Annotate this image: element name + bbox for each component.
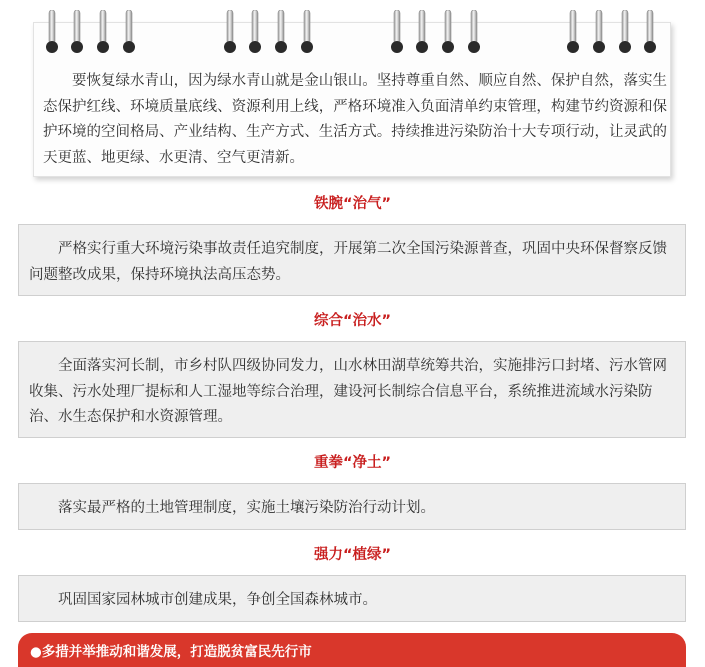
binder-ring-icon (415, 10, 429, 54)
binder-ring-icon (122, 10, 136, 54)
section-body-air: 严格实行重大环境污染事故责任追究制度，开展第二次全国污染源普查，巩固中央环保督察反馈问题整改成果，保持环境执法高压态势。 (29, 241, 667, 283)
binder-ring-icon (45, 10, 59, 54)
section-box-air (18, 224, 686, 296)
binder-ring-icon (70, 10, 84, 54)
section-body-soil: 落实最严格的土地管理制度，实施土壤污染防治行动计划。 (58, 500, 435, 516)
section-box-soil (18, 483, 686, 530)
section-box-green (18, 575, 686, 622)
section-heading-water: 综合“治水” (313, 313, 392, 329)
section-heading-air: 铁腕“治气” (313, 196, 392, 212)
binder-ring-icon (274, 10, 288, 54)
section-heading-green: 强力“植绿” (313, 547, 392, 563)
binder-ring-icon (441, 10, 455, 54)
binder-ring-icon (300, 10, 314, 54)
section-body-green: 巩固国家园林城市创建成果，争创全国森林城市。 (58, 592, 377, 608)
binder-ring-icon (566, 10, 580, 54)
binder-ring-icon (223, 10, 237, 54)
banner-title: ●多措并举推动和谐发展，打造脱贫富民先行市 (30, 644, 312, 660)
section-box-water (18, 341, 686, 438)
binder-ring-icon (643, 10, 657, 54)
binder-ring-icon (618, 10, 632, 54)
binder-ring-icon (248, 10, 262, 54)
section-body-water: 全面落实河长制，市乡村队四级协同发力，山水林田湖草统筹共治，实施排污口封堵、污水管网收集、污水处理厂提标和人工湿地等综合治理，建设河长制综合信息平台，系统推进流域水污染防治、水生态保护和水资源管理。 (29, 358, 667, 425)
intro-paragraph: 要恢复绿水青山，因为绿水青山就是金山银山。坚持尊重自然、顺应自然、保护自然，落实生态保护红线、环境质量底线、资源利用上线，严格环境准入负面清单约束管理，构建节约资源和保护环境的空间格局、产业结构、生产方式、生活方式。持续推进污染防治十大专项行动，让灵武的天更蓝、地更绿、水更清、空气更清新。 (43, 73, 667, 166)
binder-ring-icon (467, 10, 481, 54)
section-banner (18, 633, 686, 667)
binder-ring-icon (592, 10, 606, 54)
section-heading-soil: 重拳“净土” (313, 455, 392, 471)
binder-ring-icon (96, 10, 110, 54)
binder-ring-icon (390, 10, 404, 54)
